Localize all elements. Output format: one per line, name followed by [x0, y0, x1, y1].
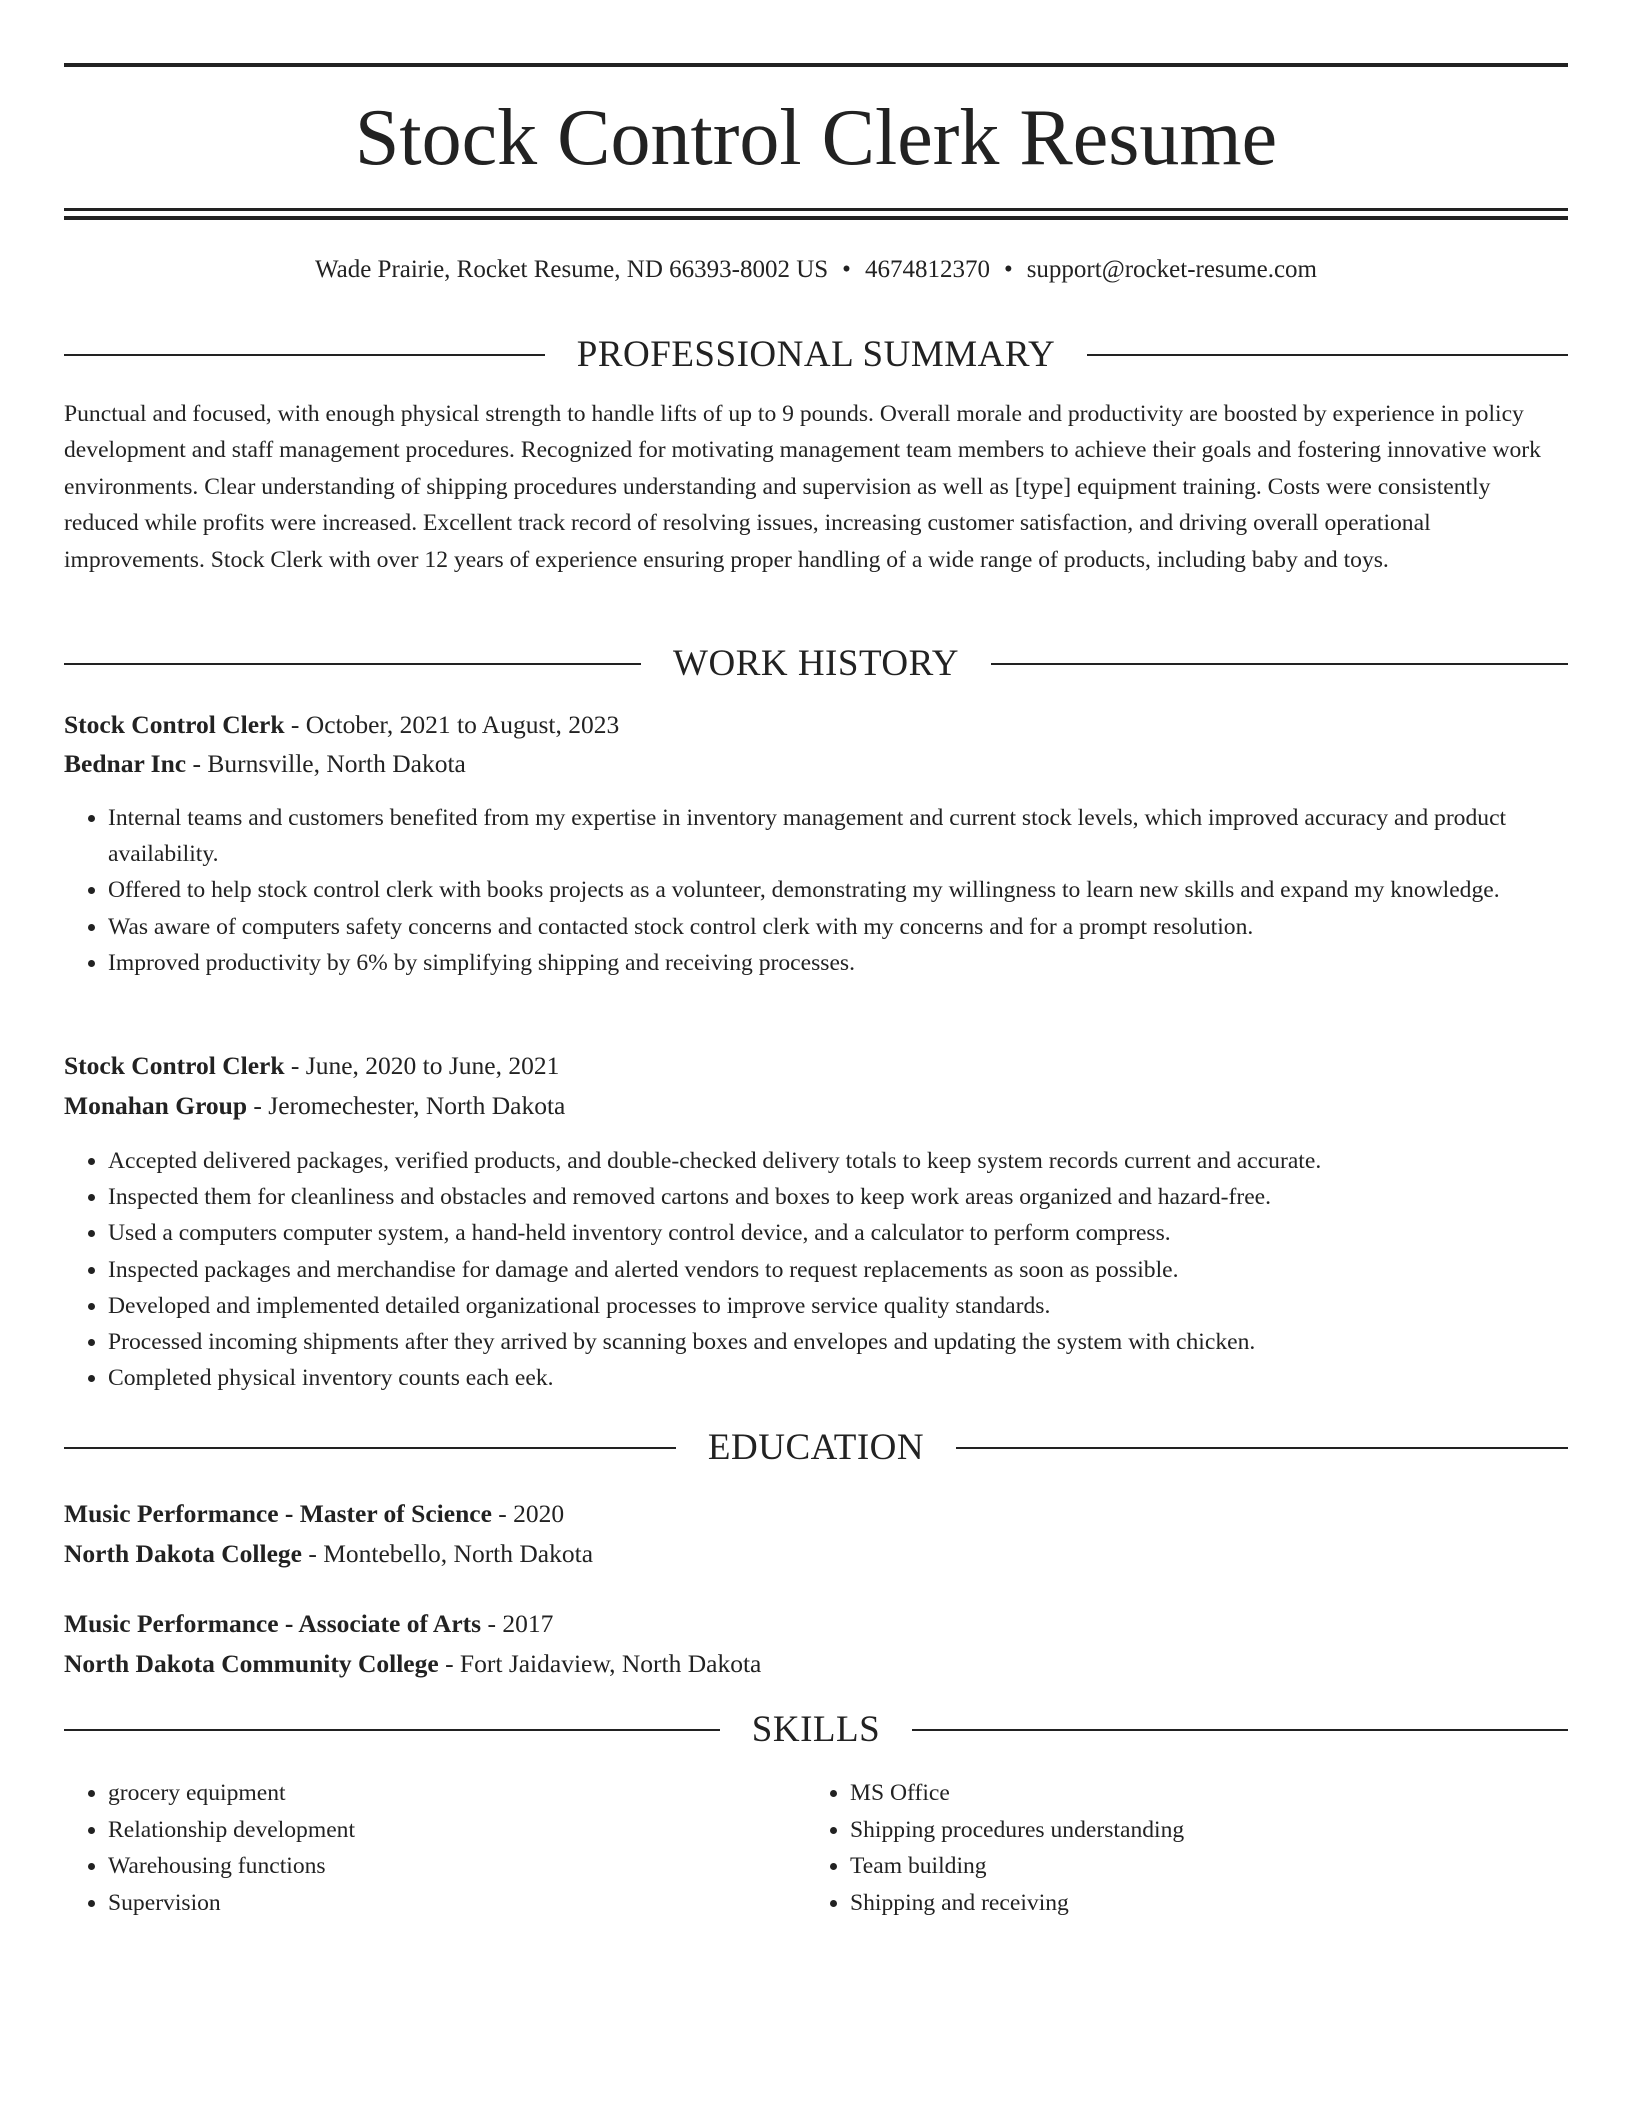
job-location: - Burnsville, North Dakota [186, 749, 466, 778]
degree-year: - 2020 [491, 1499, 565, 1528]
skill-item: • Team building [850, 1848, 1550, 1885]
summary-text: Punctual and focused, with enough physical strength to handle lifts of up to 9 pounds. Overall morale and productivity are boosted by experience in policy development and staff management procedures. Recognized for motivating management team members to achieve their goals and fostering innovative work environments. Clear understanding of shipping procedures understanding and supervision as well as [type] equipment training. Costs were consistently reduced while profits were increased. Excellent track record of resolving issues, increasing customer satisfaction, and driving overall operational improvements. Stock Clerk with over 12 years of experience ensuring proper handling of a wide range of products, including baby and toys. [64, 401, 1541, 573]
list-item: • Offered to help stock control clerk with books projects as a volunteer, demonstrating my willingness to learn new skills and expand my knowledge. [108, 872, 1568, 908]
school: North Dakota College [64, 1539, 302, 1568]
job-bullets [64, 800, 1568, 981]
skills-list-left [64, 1775, 808, 1921]
degree: Music Performance - Master of Science [64, 1499, 492, 1528]
job-title-line [64, 1048, 1568, 1084]
school: North Dakota Community College [64, 1649, 439, 1678]
list-item: • Inspected them for cleanliness and obstacles and removed cartons and boxes to keep work areas organized and hazard-free. [108, 1179, 1568, 1215]
list-item: • Completed physical inventory counts each eek. [108, 1360, 1568, 1396]
job-company: Monahan Group [64, 1091, 248, 1120]
heading-rule-right [991, 663, 1568, 665]
heading-rule-right [1087, 354, 1568, 356]
job-bullets [64, 1143, 1568, 1396]
school-location: - Fort Jaidaview, North Dakota [438, 1649, 762, 1678]
job-location: - Jeromechester, North Dakota [247, 1091, 566, 1120]
section-title: WORK HISTORY [673, 643, 959, 684]
job-title: Stock Control Clerk [64, 710, 285, 739]
skill-item: • Shipping procedures understanding [850, 1812, 1550, 1849]
degree: Music Performance - Associate of Arts [64, 1609, 482, 1638]
list-item: • Internal teams and customers benefited from my expertise in inventory management and current stock levels, which improved accuracy and product availability. [108, 800, 1568, 872]
contact-line [64, 252, 1568, 288]
contact-phone: 4674812370 [864, 256, 990, 283]
job-company-line [64, 1088, 1568, 1124]
job-company-line [64, 746, 1568, 782]
heading-rule-left [64, 1729, 720, 1731]
heading-rule-left [64, 1447, 676, 1449]
contact-separator: • [1003, 256, 1013, 283]
degree-year: - 2017 [481, 1609, 554, 1638]
degree-line [64, 1606, 1568, 1642]
job-dates: - October, 2021 to August, 2023 [284, 710, 620, 739]
job-title: Stock Control Clerk [64, 1051, 285, 1080]
education-heading [64, 1426, 1568, 1470]
contact-separator: • [842, 256, 851, 283]
summary-heading [64, 333, 1568, 377]
job-title-line [64, 707, 1568, 743]
job-company: Bednar Inc [64, 749, 187, 778]
skill-item: • Supervision [108, 1885, 808, 1922]
skill-item: • grocery equipment [108, 1775, 808, 1812]
top-rule [64, 63, 1568, 67]
degree-line [64, 1496, 1568, 1532]
list-item: • Was aware of computers safety concerns and contacted stock control clerk with my concerns and for a prompt resolution. [108, 909, 1568, 945]
section-title: SKILLS [751, 1709, 881, 1750]
heading-rule-right [956, 1447, 1568, 1449]
skill-item: • Shipping and receiving [850, 1885, 1550, 1922]
contact-email: support@rocket-resume.com [1026, 256, 1317, 283]
heading-rule-left [64, 663, 641, 665]
list-item: • Improved productivity by 6% by simplifying shipping and receiving processes. [108, 945, 1568, 981]
job-dates: - June, 2020 to June, 2021 [284, 1051, 560, 1080]
school-line [64, 1646, 1568, 1682]
list-item: • Used a computers computer system, a hand-held inventory control device, and a calculator to perform compress. [108, 1215, 1568, 1251]
skill-item: • Relationship development [108, 1812, 808, 1849]
heading-rule-right [912, 1729, 1568, 1731]
school-line [64, 1536, 1568, 1572]
section-title: PROFESSIONAL SUMMARY [576, 334, 1056, 375]
section-title: EDUCATION [707, 1427, 925, 1468]
skill-item: • Warehousing functions [108, 1848, 808, 1885]
school-location: - Montebello, North Dakota [301, 1539, 594, 1568]
list-item: • Processed incoming shipments after they arrived by scanning boxes and envelopes and updating the system with chicken. [108, 1324, 1568, 1360]
contact-address: Wade Prairie, Rocket Resume, ND 66393-8002 US [315, 256, 829, 283]
list-item: • Accepted delivered packages, verified products, and double-checked delivery totals to keep system records current and accurate. [108, 1143, 1568, 1179]
page-title: Stock Control Clerk Resume [354, 94, 1278, 182]
skills-heading [64, 1708, 1568, 1752]
list-item: • Developed and implemented detailed organizational processes to improve service quality standards. [108, 1288, 1568, 1324]
skill-item: • MS Office [850, 1775, 1550, 1812]
title-double-rule [64, 208, 1568, 220]
skills-list-right [806, 1775, 1550, 1921]
list-item: • Inspected packages and merchandise for damage and alerted vendors to request replacements as soon as possible. [108, 1252, 1568, 1288]
work-history-heading [64, 642, 1568, 686]
heading-rule-left [64, 354, 545, 356]
